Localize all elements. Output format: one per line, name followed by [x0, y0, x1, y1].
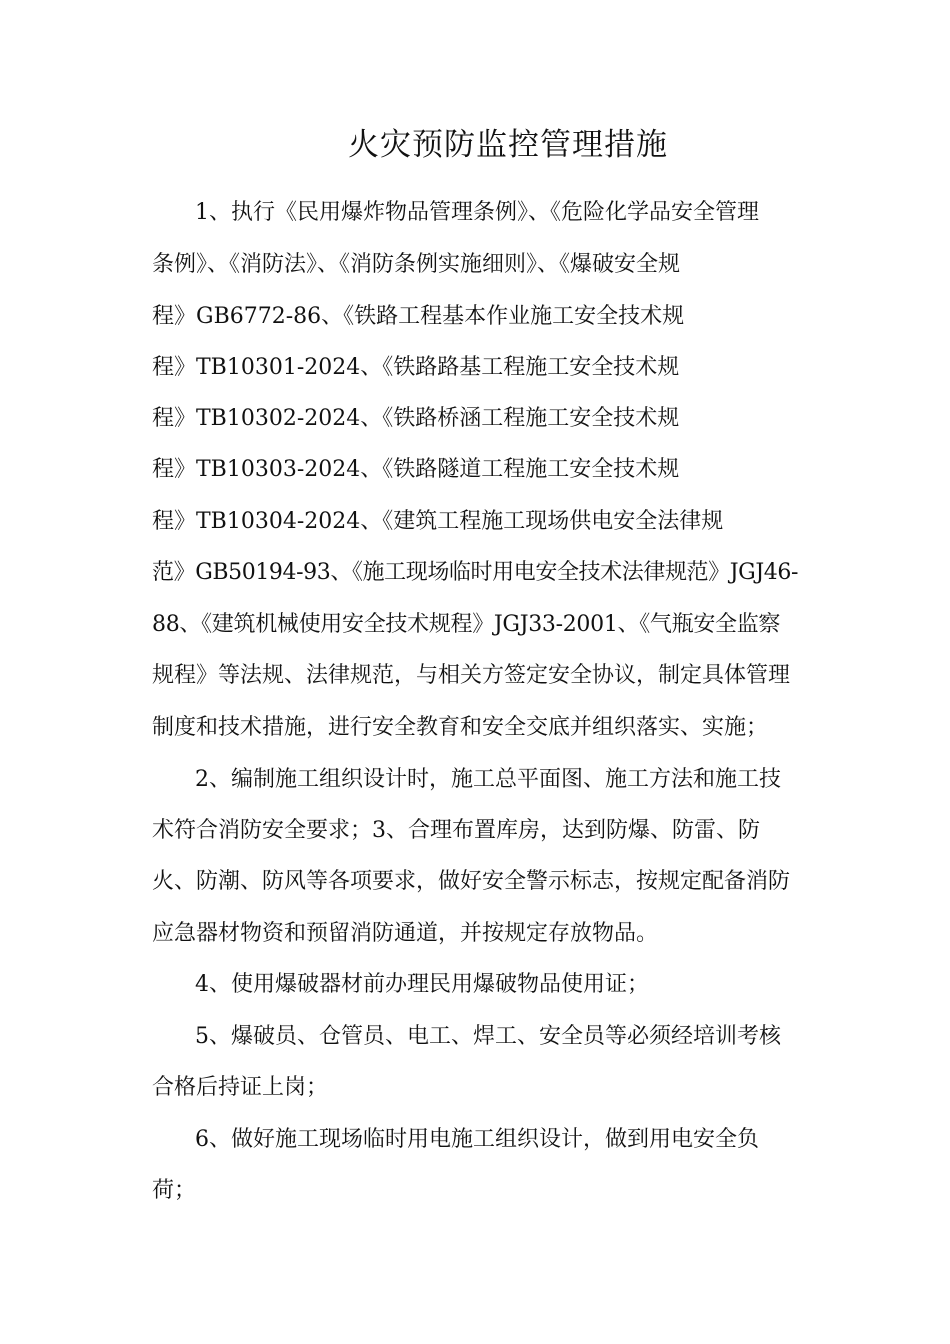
text-line: 应急器材物资和预留消防通道，并按规定存放物品。 — [152, 921, 659, 946]
text-line: 5、爆破员、仓管员、电工、焊工、安全员等必须经培训考核 — [195, 1024, 781, 1049]
text-line: 88、《建筑机械使用安全技术规程》JGJ33-2001、《气瓶安全监察 — [152, 612, 781, 637]
text-line: 荷； — [152, 1178, 197, 1203]
text-line: 制度和技术措施，进行安全教育和安全交底并组织落实、实施； — [152, 715, 769, 740]
text-line: 规程》等法规、法律规范，与相关方签定安全协议，制定具体管理 — [152, 663, 791, 688]
text-line: 范》GB50194-93、《施工现场临时用电安全技术法律规范》JGJ46- — [152, 560, 798, 585]
text-line: 程》TB10301-2024、《铁路路基工程施工安全技术规 — [152, 355, 680, 380]
text-line: 4、使用爆破器材前办理民用爆破物品使用证； — [195, 972, 649, 997]
text-line: 1、执行《民用爆炸物品管理条例》、《危险化学品安全管理 — [195, 200, 759, 225]
text-line: 条例》、《消防法》、《消防条例实施细则》、《爆破安全规 — [152, 252, 681, 277]
text-line: 合格后持证上岗； — [152, 1075, 329, 1100]
text-line: 火、防潮、防风等各项要求，做好安全警示标志，按规定配备消防 — [152, 869, 791, 894]
page-title: 火灾预防监控管理措施 — [348, 127, 668, 163]
text-line: 程》TB10303-2024、《铁路隧道工程施工安全技术规 — [152, 457, 680, 482]
text-line: 程》GB6772-86、《铁路工程基本作业施工安全技术规 — [152, 304, 685, 329]
text-line: 术符合消防安全要求；3、合理布置库房，达到防爆、防雷、防 — [152, 818, 760, 843]
text-line: 2、编制施工组织设计时，施工总平面图、施工方法和施工技 — [195, 767, 781, 792]
text-line: 程》TB10304-2024、《建筑工程施工现场供电安全法律规 — [152, 509, 724, 534]
text-line: 程》TB10302-2024、《铁路桥涵工程施工安全技术规 — [152, 406, 680, 431]
text-line: 6、做好施工现场临时用电施工组织设计，做到用电安全负 — [195, 1127, 759, 1152]
